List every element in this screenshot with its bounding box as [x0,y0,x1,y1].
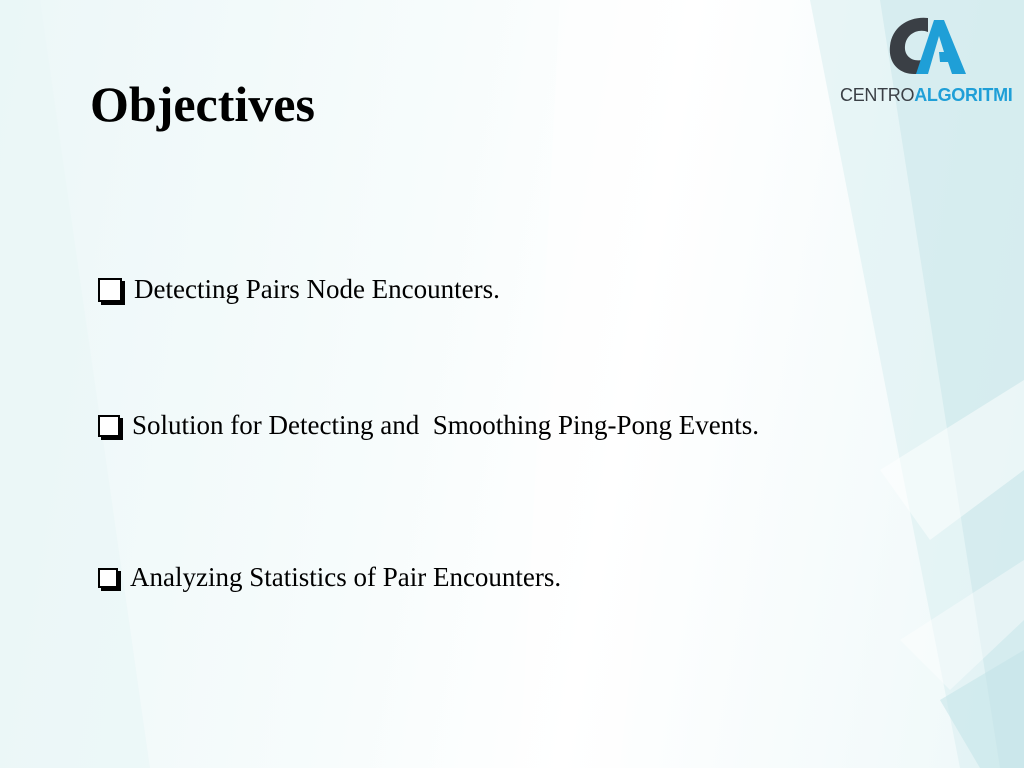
checkbox-icon [98,278,122,302]
slide-title: Objectives [90,76,315,132]
logo-text-centro: CENTRO [840,85,915,105]
bullet-item [98,410,759,441]
checkbox-icon [98,415,120,437]
checkbox-icon [98,568,118,588]
centro-algoritmi-logo [838,16,1014,106]
bullet-text: Analyzing Statistics of Pair Encounters. [130,562,562,592]
logo-mark-icon [888,16,968,76]
bullet-text: Detecting Pairs Node Encounters. [134,274,500,304]
logo-text-algoritmi: ALGORITMI [914,85,1013,105]
bullet-item [98,274,500,305]
bullet-text: Solution for Detecting and Smoothing Ping-Pong Events. [132,410,759,440]
logo-text [840,84,1013,106]
bullet-item [98,562,561,593]
